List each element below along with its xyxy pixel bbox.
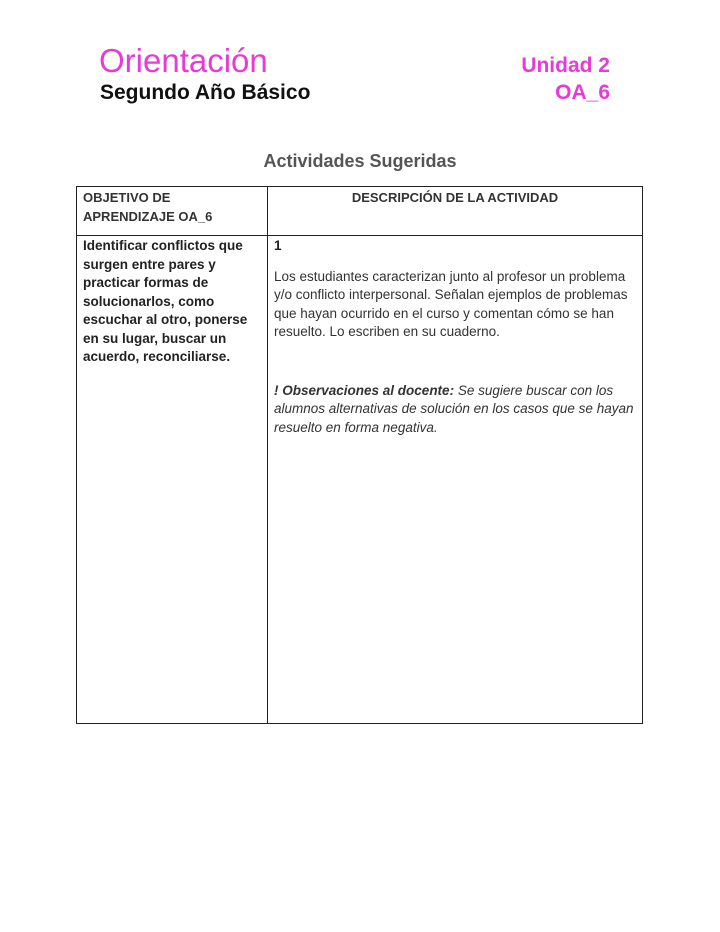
grade-subtitle: Segundo Año Básico xyxy=(100,81,311,104)
activity-header: DESCRIPCIÓN DE LA ACTIVIDAD xyxy=(268,187,643,236)
activity-cell xyxy=(268,236,643,724)
section-title: Actividades Sugeridas xyxy=(263,151,457,171)
activity-number: 1 xyxy=(274,238,282,253)
unit-label: Unidad 2 xyxy=(521,54,610,77)
subject-title: Orientación xyxy=(99,42,268,79)
observation-label: ! Observaciones al docente: xyxy=(274,382,455,398)
objective-header: OBJETIVO DE APRENDIZAJE OA_6 xyxy=(77,187,268,236)
activities-table xyxy=(76,186,643,724)
observation-text: Se sugiere buscar con los alumnos alternativas de solución en los casos que se hayan resuelto en forma negativa. xyxy=(274,382,634,435)
objective-text: Identificar conflictos que surgen entre pares y practicar formas de solucionarlos, como escuchar al otro, ponerse en su lugar, buscar un acuerdo, reconciliarse. xyxy=(77,236,268,724)
table-row xyxy=(77,236,643,724)
teacher-observation xyxy=(274,382,636,438)
activity-description: Los estudiantes caracterizan junto al profesor un problema y/o conflicto interpersonal. Señalan ejemplos de problemas que hayan ocurrido en el curso y comentan cómo se han resuelto. Lo escriben en su cuaderno. xyxy=(274,268,628,339)
table-header-row xyxy=(77,187,643,236)
objective-code: OA_6 xyxy=(555,81,610,104)
